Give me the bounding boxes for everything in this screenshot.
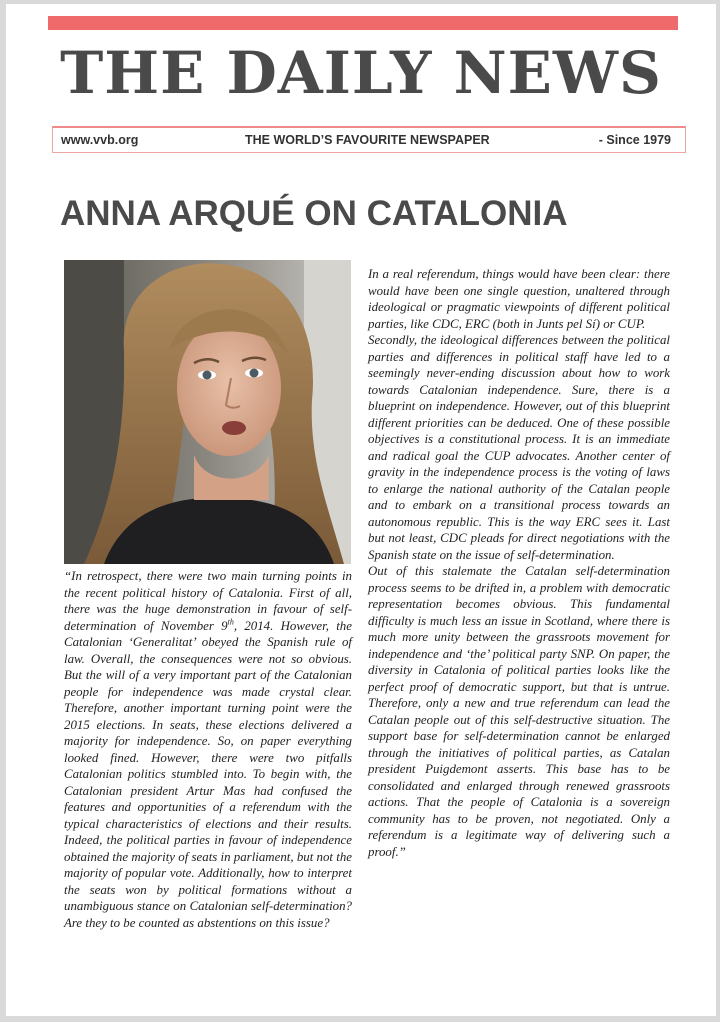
website-link: www.vvb.org [61, 133, 139, 147]
masthead-info-bar [52, 126, 686, 153]
article-paragraph: Out of this stalemate the Catalan self-determination process seems to be drifted in, a problem with democratic representation becomes obvious. This fundamental difficulty is much less an issue in Scotland, where there is much more unity between the grassroots movement for independence and ‘the’ political party SNP. On paper, the diversity in Catalonia of political parties looks like the perfect proof of democratic support, but that is untrue. Therefore, only a new and true referendum can lead the Catalan people out of this self-destructive situation. The support base for self-determination cannot be enlarged through the initiatives of political parties, as Catalan president Puigdemont asserts. This base has to be consolidated and enlarged through renewed grassroots actions. That the people of Catalonia is a sovereign community has to be proven, not negotiated. Only a referendum is a legitimate way of delivering such a proof.” [368, 564, 670, 859]
article-paragraph: In a real referendum, things would have been clear: there would have been one single question, unaltered through ideological or pragmatic viewpoints of different political parties, like CDC, ERC (both in Junts pel Sí) or CUP. [368, 267, 670, 331]
article-paragraph: “In retrospect, there were two main turning points in the recent political history of Catalonia. First of all, there was the huge demonstration in favour of self-determination of November 9th, 2014. However, the Catalonian ‘Generalitat’ obeyed the Spanish rule of law. Overall, the consequences were not so obvious. But the will of a very important part of the Catalonian people for independence was made crystal clear. Therefore, another important turning point were the 2015 elections. In seats, these elections delivered a majority for independence. So, on paper everything looked fined. However, there were two pitfalls Catalonian politics stumbled into. To begin with, the Catalonian president Artur Mas had confused the features and opportunities of a referendum with the typical characteristics of elections and their results. Indeed, the political parties in favour of independence obtained the majority of seats in parliament, but not the majority of popular vote. Additionally, how to interpret the seats won by political formations without a unambiguous stance on Catalonian self-determination? Are they to be counted as abstentions on this issue? [64, 569, 352, 930]
since-label: - Since 1979 [598, 133, 671, 147]
article-column-left [64, 568, 352, 931]
newspaper-page [6, 4, 716, 1016]
masthead-accent-bar [48, 16, 678, 30]
article-paragraph: Secondly, the ideological differences between the political parties and differences in political staff have led to a seemingly never-ending discussion about how to work towards Catalonian independence. Sure, there is a blueprint on independence. However, out of this blueprint different priorities can be deduced. One of these possible objectives is a constitutional process. It is an immediate and radical goal the CUP advocates. Another center of gravity in the independence process is the voting of laws to enlarge the national authority of the Catalan people and to embark on a transitional process towards an autonomous republic. This is the way ERC sees it. Last but not least, CDC pleads for direct negotiations with the Spanish state on the issue of self-determination. [368, 333, 670, 562]
article-column-right [368, 266, 670, 860]
newspaper-title: THE DAILY NEWS [60, 39, 662, 107]
portrait-photo [64, 260, 351, 564]
article-headline: ANNA ARQUÉ ON CATALONIA [60, 194, 568, 233]
newspaper-tagline: THE WORLD’S FAVOURITE NEWSPAPER [245, 133, 490, 147]
